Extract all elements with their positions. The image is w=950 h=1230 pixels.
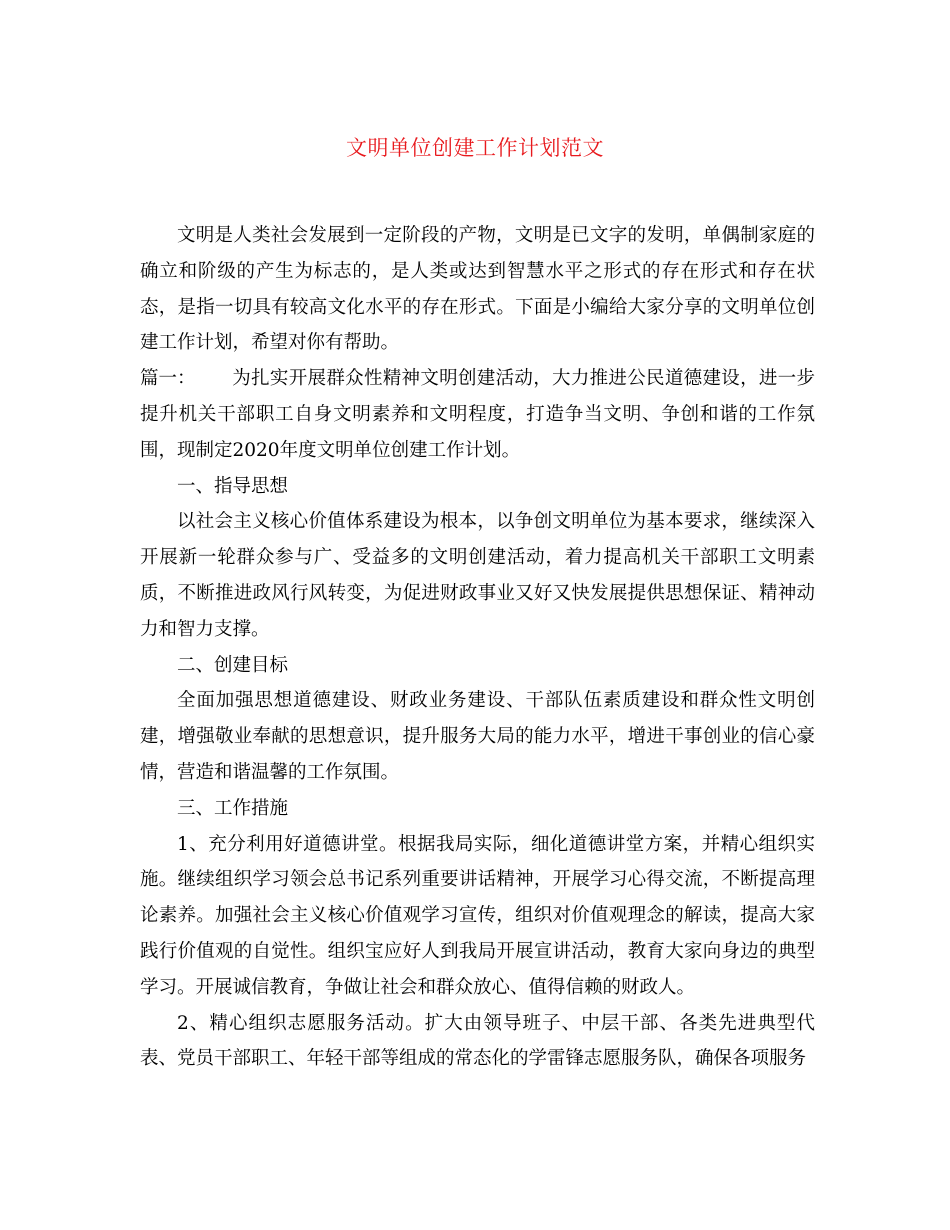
heading-goals: 二、创建目标: [177, 654, 289, 676]
document-title: 文明单位创建工作计划范文: [346, 136, 604, 160]
paragraph-goals: 全面加强思想道德建设、财政业务建设、干部队伍素质建设和群众性文明创建，增强敬业奉献的思想意识，提升服务大局的能力水平，增进干事创业的信心豪情，营造和谐温馨的工作氛围。: [140, 690, 815, 783]
document-body: [140, 218, 815, 1077]
intro-paragraph: 文明是人类社会发展到一定阶段的产物，文明是已文字的发明，单偶制家庭的确立和阶级的产生为标志的，是人类或达到智慧水平之形式的存在形式和存在状态，是指一切具有较高文化水平的存在形式。下面是小编给大家分享的文明单位创建工作计划，希望对你有帮助。: [140, 225, 815, 354]
heading-guiding-thought: 一、指导思想: [177, 475, 289, 497]
paragraph-guiding-thought: 以社会主义核心价值体系建设为根本，以争创文明单位为基本要求，继续深入开展新一轮群众参与广、受益多的文明创建活动，着力提高机关干部职工文明素质，不断推进政风行风转变，为促进财政事业又好又快发展提供思想保证、精神动力和智力支撑。: [140, 511, 815, 640]
heading-measures: 三、工作措施: [177, 797, 289, 819]
section-one-paragraph: [140, 361, 815, 468]
section-text: 为扎实开展群众性精神文明创建活动，大力推进公民道德建设，进一步提升机关干部职工自身文明素养和文明程度，打造争当文明、争创和谐的工作氛围，现制定2020年度文明单位创建工作计划。: [140, 368, 815, 461]
paragraph-measure-2: 2、精心组织志愿服务活动。扩大由领导班子、中层干部、各类先进典型代表、党员干部职工、年轻干部等组成的常态化的学雷锋志愿服务队，确保各项服务: [140, 1012, 815, 1070]
section-label: 篇一：: [140, 368, 196, 390]
paragraph-measure-1: 1、充分利用好道德讲堂。根据我局实际，细化道德讲堂方案，并精心组织实施。继续组织学习领会总书记系列重要讲话精神，开展学习心得交流，不断提高理论素养。加强社会主义核心价值观学习宣传，组织对价值观理念的解读，提高大家践行价值观的自觉性。组织宝应好人到我局开展宣讲活动，教育大家向身边的典型学习。开展诚信教育，争做让社会和群众放心、值得信赖的财政人。: [140, 833, 815, 998]
